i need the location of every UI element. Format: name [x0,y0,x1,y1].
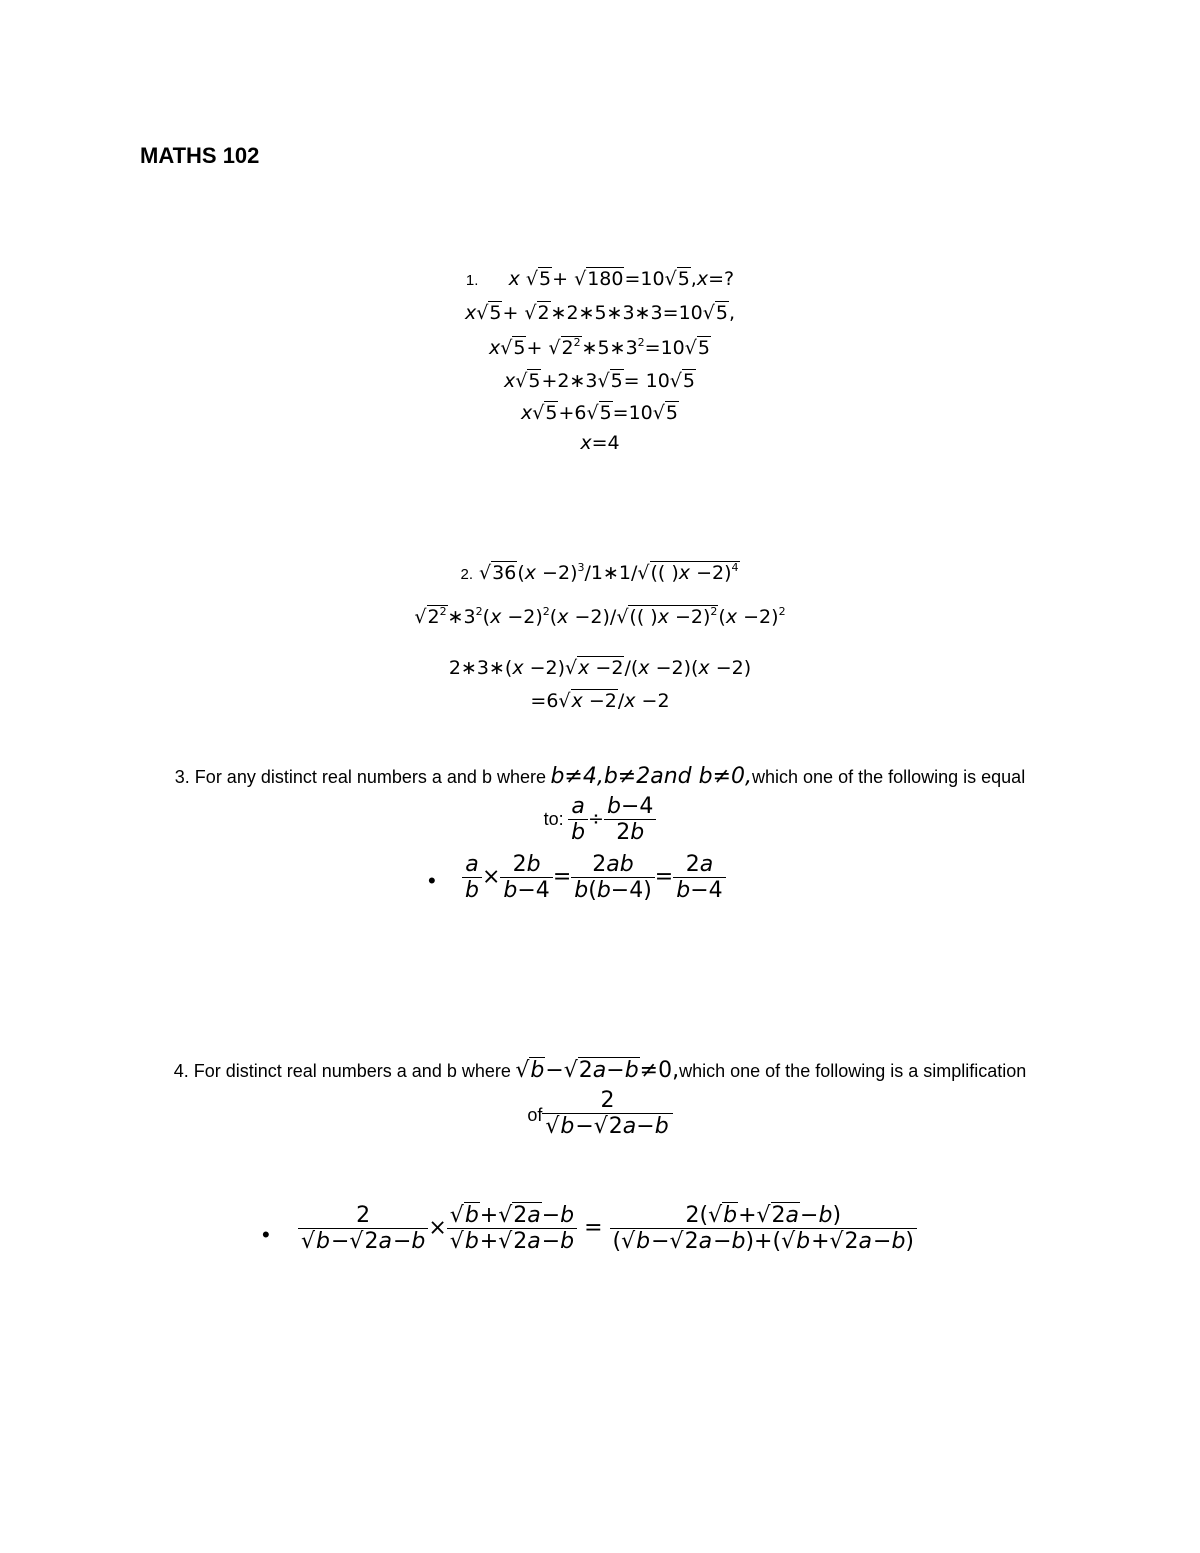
q4-suffix: which one of the following is a simplification [679,1061,1027,1081]
q3-prefix: 3. For any distinct real numbers a and b where [174,767,546,787]
q2-line-4: =6√x −2/x −2 [530,690,670,712]
q4-expression: of $\frac{2}{√b-√2a-b}$ [0,1088,1200,1139]
q4-condition: √b−√2a−b≠0, [515,1058,680,1083]
q3-to-label: to: [543,809,564,829]
q2-line-3: 2∗3∗(x −2)√x −2/(x −2)(x −2) [448,657,752,679]
q1-line-2: x√5+ √2∗2∗5∗3∗3=10√5, [464,302,735,324]
q1-line-6: x=4 [580,432,620,454]
q3-condition: b≠4,b≠2and b≠0, [550,764,753,789]
q3-suffix: which one of the following is equal [752,767,1026,787]
q4-answer: $\frac{2}{√b-√2a-b}$ × $\frac{√b+√2a-b}{√b+√2a-b}$ = $\frac{2(√b+√2a-b)}{(√b-√2a-b)+(√b+√2a-b)}$ [298,1203,917,1254]
q1-number: 1. [465,272,479,289]
q4-of-label: of [527,1104,543,1125]
q3-expression: to: $\frac{a}{b}$ ÷ $\frac{b-4}{2b}$ [0,794,1200,845]
q4-statement [0,1058,1200,1083]
q4-bullet: • [262,1222,270,1247]
q2-line-1: 2. $√36(x -2)^3/1∗1/√$(( )x −2)$^4$ [460,561,739,584]
q1-line-1: 1. x √5+ √180=10√5,x=? [465,268,735,290]
q3-bullet: • [428,868,436,893]
q4-prefix: 4. For distinct real numbers a and b where [173,1061,511,1081]
q2-number: 2. [460,566,473,583]
q3-answer: $\frac{a}{b}$ × $\frac{2b}{b-4}$ = $\frac{2ab}{b(b-4)}$ = $\frac{2a}{b-4}$ [462,852,726,903]
page-title: MATHS 102 [140,143,260,168]
q1-line-3: $x√5+ √2^2∗5∗3^2=10√5$ [489,336,710,359]
q1-line-4: x√5+2∗3√5= 10√5 [503,370,695,392]
q2-line-2: $√2^2∗3^2(x -2)^2(x -2)/√$(( )$x -2)^2(x -2)^2$ [414,605,786,628]
q1-line-5: x√5+6√5=10√5 [521,402,678,424]
q3-statement [0,764,1200,789]
